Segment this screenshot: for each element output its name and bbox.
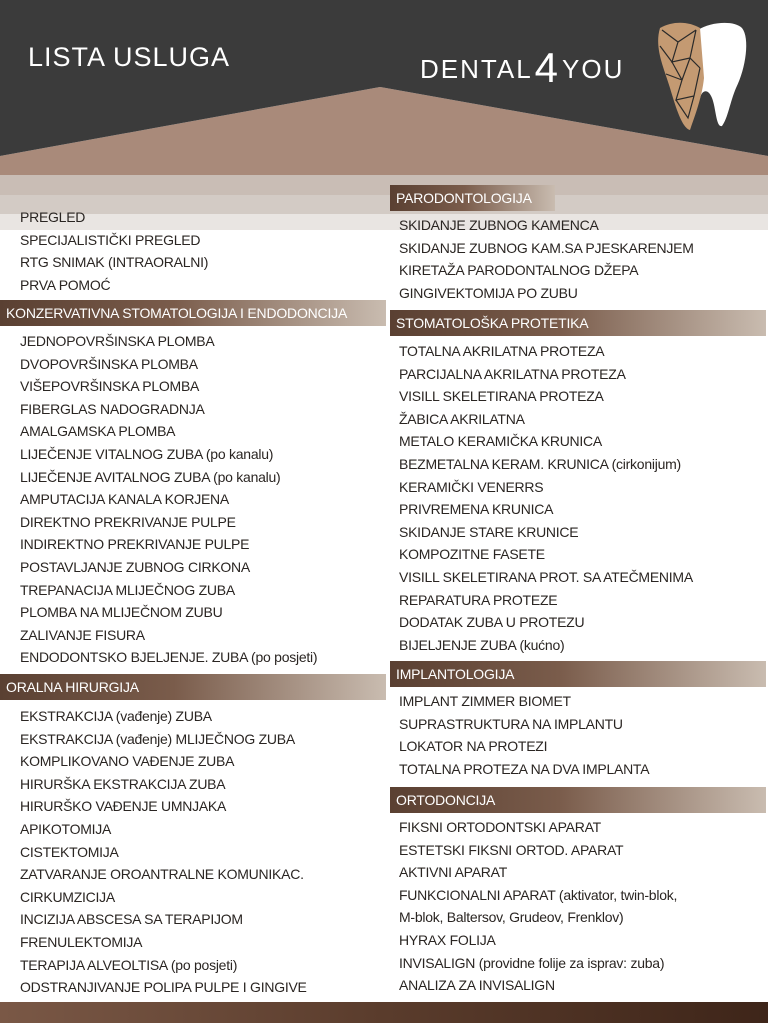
service-item: ENDODONTSKO BJELJENJE. ZUBA (po posjeti) [20, 649, 318, 666]
service-item: SKIDANJE ZUBNOG KAM.SA PJESKARENJEM [399, 239, 694, 256]
service-item: DODATAK ZUBA U PROTEZU [399, 614, 585, 631]
brand-four: 4 [534, 44, 561, 91]
service-item: PREGLED [20, 209, 86, 225]
service-item: ZALIVANJE FISURA [20, 626, 145, 643]
service-item: BIJELJENJE ZUBA (kućno) [399, 636, 565, 653]
service-item: SKIDANJE ZUBNOG KAMENCA [399, 217, 599, 233]
service-item: INCIZIJA ABSCESA SA TERAPIJOM [20, 911, 243, 928]
service-item: HIRURŠKA EKSTRAKCIJA ZUBA [20, 775, 226, 792]
service-item: PARCIJALNA AKRILATNA PROTEZA [399, 365, 626, 382]
service-item: LIJEČENJE AVITALNOG ZUBA (po kanalu) [20, 468, 281, 485]
list-implantologija [399, 690, 649, 780]
section-header-protetika: STOMATOLOŠKA PROTETIKA [390, 310, 766, 336]
service-item: ZATVARANJE OROANTRALNE KOMUNIKAC. [20, 866, 304, 883]
service-item: PRVA POMOĆ [20, 276, 111, 293]
service-item: PRIVREMENA KRUNICA [399, 501, 554, 518]
service-item: FRENULEKTOMIJA [20, 933, 143, 950]
service-item: VISILL SKELETIRANA PROT. SA ATEČMENIMA [399, 568, 693, 585]
list-konzervativna [20, 330, 317, 669]
service-item: M-blok, Baltersov, Grudeov, Frenklov) [399, 909, 624, 926]
service-item: TERAPIJA ALVEOLTISA (po posjeti) [20, 956, 238, 973]
service-item: CISTEKTOMIJA [20, 843, 119, 860]
service-item: GINGIVEKTOMIJA PO ZUBU [399, 284, 578, 301]
footer-bar [0, 1002, 768, 1023]
service-item: KOMPOZITNE FASETE [399, 546, 545, 563]
service-item: KIRETAŽA PARODONTALNOG DŽEPA [399, 262, 639, 279]
service-item: APIKOTOMIJA [20, 820, 112, 837]
service-item: SKIDANJE STARE KRUNICE [399, 523, 579, 540]
service-item: RTG SNIMAK (INTRAORALNI) [20, 254, 209, 271]
service-item: ODSTRANJIVANJE POLIPA PULPE I GINGIVE [20, 979, 307, 996]
service-item: FIKSNI ORTODONTSKI APARAT [399, 819, 601, 835]
service-item: AMPUTACIJA KANALA KORJENA [20, 491, 229, 508]
service-item: ESTETSKI FIKSNI ORTOD. APARAT [399, 841, 624, 858]
service-item: FUNKCIONALNI APARAT (aktivator, twin-blok, [399, 886, 678, 903]
service-item: ŽABICA AKRILATNA [399, 410, 525, 427]
list-ortodoncija [399, 816, 677, 997]
service-item: EKSTRAKCIJA (vađenje) MLIJEČNOG ZUBA [20, 730, 295, 747]
service-item: PLOMBA NA MLIJEČNOM ZUBU [20, 604, 223, 621]
service-item: INVISALIGN (providne folije za isprav: zuba) [399, 954, 665, 971]
service-item: FIBERGLAS NADOGRADNJA [20, 400, 205, 417]
section-header-implantologija: IMPLANTOLOGIJA [390, 661, 766, 687]
service-item: TOTALNA AKRILATNA PROTEZA [399, 343, 605, 359]
list-parodontologija [399, 214, 694, 304]
service-item: DIREKTNO PREKRIVANJE PULPE [20, 513, 236, 530]
section-header-parodontologija: PARODONTOLOGIJA [390, 185, 555, 211]
list-general [20, 206, 208, 296]
list-oralna [20, 705, 307, 999]
service-item: LOKATOR NA PROTEZI [399, 738, 548, 755]
tooth-logo-icon [650, 18, 750, 133]
service-item: KERAMIČKI VENERRS [399, 478, 544, 495]
service-item: VISILL SKELETIRANA PROTEZA [399, 388, 604, 405]
brand-logo-text [420, 40, 625, 91]
section-header-ortodoncija: ORTODONCIJA [390, 787, 766, 813]
service-item: HIRURŠKO VAĐENJE UMNJAKA [20, 798, 227, 815]
service-item: IMPLANT ZIMMER BIOMET [399, 693, 571, 709]
service-item: CIRKUMZICIJA [20, 888, 115, 905]
list-protetika [399, 340, 693, 656]
service-item: JEDNOPOVRŠINSKA PLOMBA [20, 333, 215, 349]
service-item: TREPANACIJA MLIJEČNOG ZUBA [20, 581, 235, 598]
service-item: INDIREKTNO PREKRIVANJE PULPE [20, 536, 250, 553]
service-item: AMALGAMSKA PLOMBA [20, 423, 176, 440]
service-item: EKSTRAKCIJA (vađenje) ZUBA [20, 708, 212, 724]
service-item: METALO KERAMIČKA KRUNICA [399, 433, 603, 450]
page-title: LISTA USLUGA [28, 42, 231, 72]
section-header-konzervativna: KONZERVATIVNA STOMATOLOGIJA I ENDODONCIJA [0, 300, 386, 326]
service-item: AKTIVNI APARAT [399, 864, 508, 881]
service-item: BEZMETALNA KERAM. KRUNICA (cirkonijum) [399, 455, 681, 472]
service-item: LIJEČENJE VITALNOG ZUBA (po kanalu) [20, 445, 274, 462]
service-item: HYRAX FOLIJA [399, 931, 496, 948]
service-item: POSTAVLJANJE ZUBNOG CIRKONA [20, 558, 250, 575]
service-item: ANALIZA ZA INVISALIGN [399, 977, 555, 994]
service-item: VIŠEPOVRŠINSKA PLOMBA [20, 378, 200, 395]
brand-dental: DENTAL [420, 54, 533, 84]
service-item: REPARATURA PROTEZE [399, 591, 558, 608]
service-item: DVOPOVRŠINSKA PLOMBA [20, 355, 198, 372]
brand-you: YOU [562, 54, 625, 84]
service-item: TOTALNA PROTEZA NA DVA IMPLANTA [399, 760, 650, 777]
section-header-oralna: ORALNA HIRURGIJA [0, 674, 386, 700]
service-item: SPECIJALISTIČKI PREGLED [20, 231, 201, 248]
service-item: SUPRASTRUKTURA NA IMPLANTU [399, 715, 623, 732]
service-item: KOMPLIKOVANO VAĐENJE ZUBA [20, 753, 235, 770]
